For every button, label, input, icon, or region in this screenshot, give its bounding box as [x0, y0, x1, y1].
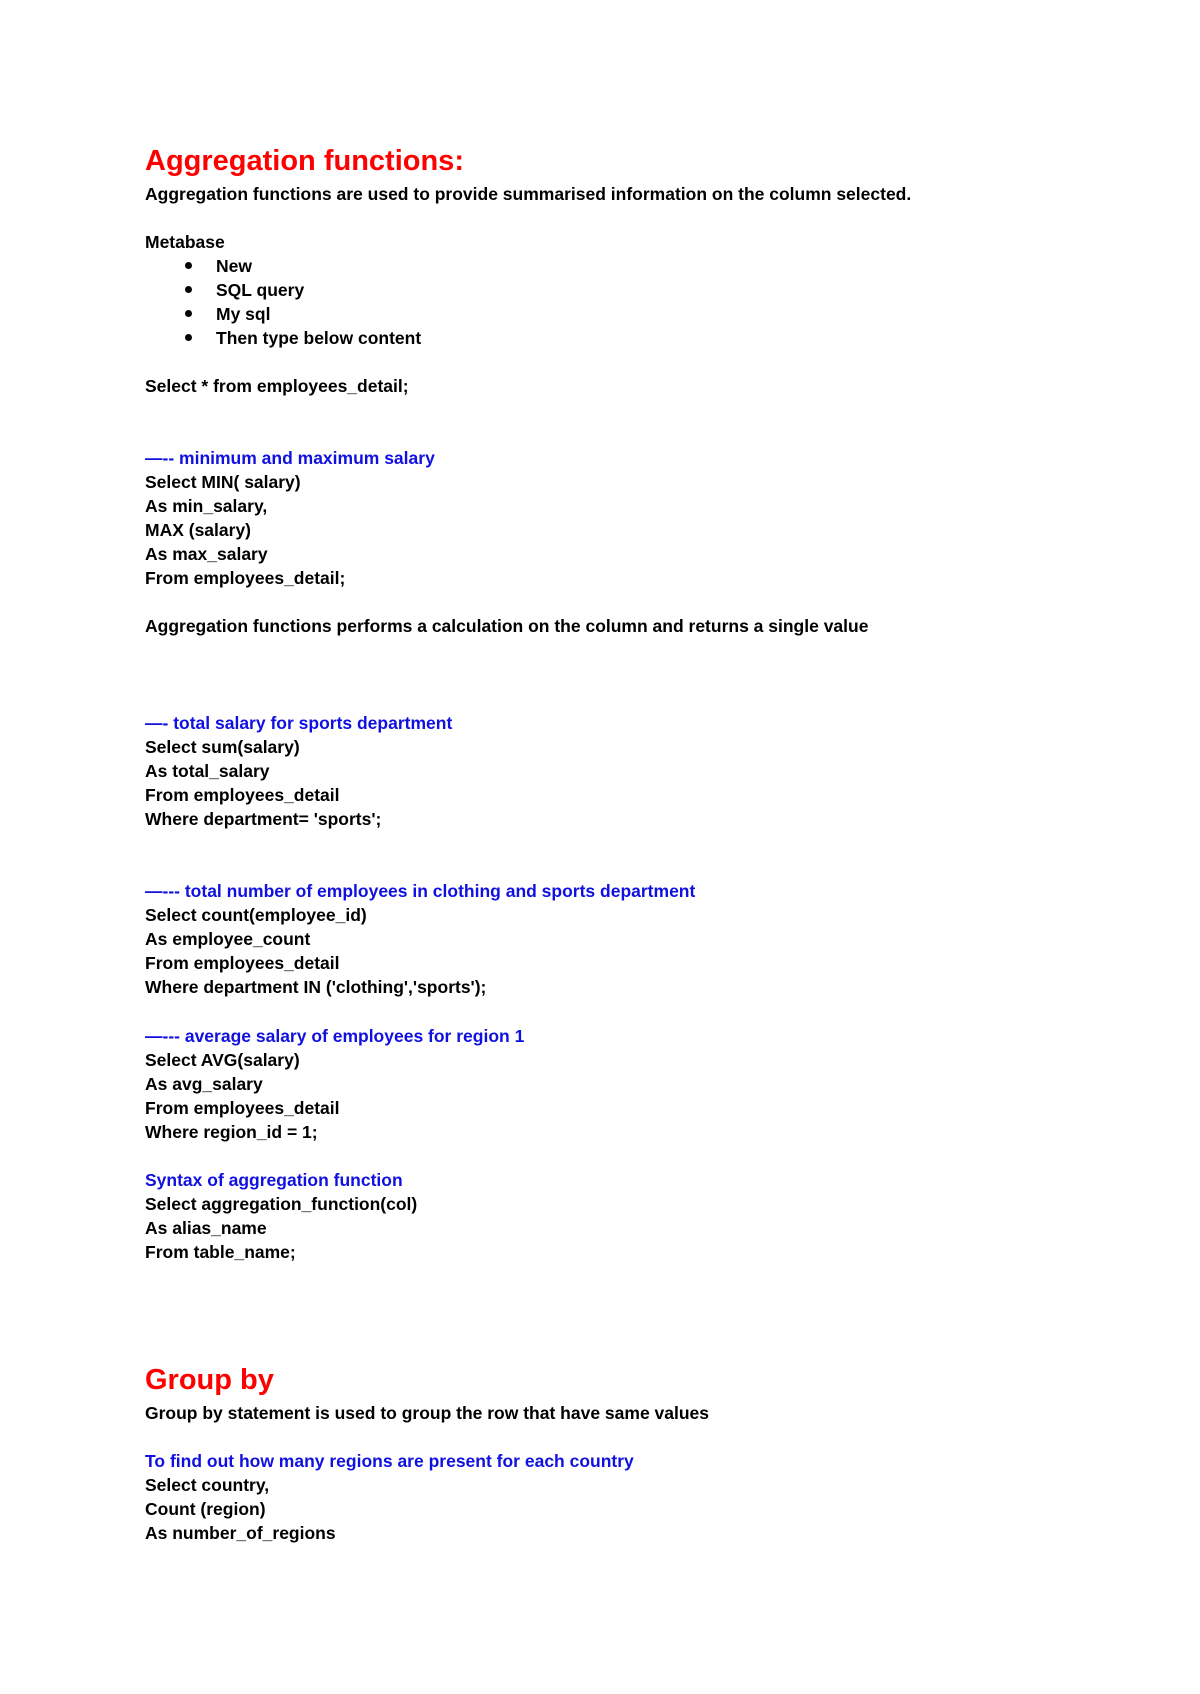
sql-comment: —-- minimum and maximum salary [145, 448, 435, 468]
bullet-icon [185, 286, 192, 293]
syntax-heading: Syntax of aggregation function [145, 1170, 403, 1190]
sql-comment: —- total salary for sports department [145, 713, 453, 733]
bullet-list-item: My sql [185, 303, 270, 325]
code-line: Select MIN( salary) [145, 472, 301, 492]
code-line: As avg_salary [145, 1074, 263, 1094]
group-by-heading: Group by [145, 1364, 274, 1396]
code-line: Select AVG(salary) [145, 1050, 300, 1070]
code-line: As number_of_regions [145, 1523, 336, 1543]
bullet-icon [185, 310, 192, 317]
code-line: As alias_name [145, 1218, 267, 1238]
code-line: From employees_detail [145, 1098, 340, 1118]
code-line: From employees_detail; [145, 568, 346, 588]
bullet-list-item: Then type below content [185, 327, 421, 349]
code-line: Select count(employee_id) [145, 905, 367, 925]
explanation-text: Aggregation functions performs a calculation on the column and returns a single value [145, 616, 869, 636]
code-line: Select country, [145, 1475, 270, 1495]
code-line: As min_salary, [145, 496, 268, 516]
code-line: From employees_detail [145, 953, 340, 973]
code-line: Select sum(salary) [145, 737, 300, 757]
aggregation-heading: Aggregation functions: [145, 145, 464, 177]
code-line: From employees_detail [145, 785, 340, 805]
group-by-intro: Group by statement is used to group the row that have same values [145, 1403, 710, 1423]
code-line: Count (region) [145, 1499, 266, 1519]
metabase-label: Metabase [145, 232, 225, 252]
code-line: As total_salary [145, 761, 270, 781]
bullet-icon [185, 262, 192, 269]
group-by-subheading: To find out how many regions are present for each country [145, 1451, 634, 1471]
bullet-list-item: SQL query [185, 279, 304, 301]
code-line: Where department IN ('clothing','sports'); [145, 977, 487, 997]
code-line: Where department= 'sports'; [145, 809, 382, 829]
bullet-list-item: New [185, 255, 252, 277]
code-line: Select aggregation_function(col) [145, 1194, 418, 1214]
code-line: MAX (salary) [145, 520, 252, 540]
aggregation-intro: Aggregation functions are used to provide summarised information on the column selected. [145, 184, 912, 204]
sql-comment: —--- total number of employees in clothing and sports department [145, 881, 696, 901]
code-line: From table_name; [145, 1242, 296, 1262]
code-line: As max_salary [145, 544, 268, 564]
sql-comment: —--- average salary of employees for region 1 [145, 1026, 525, 1046]
bullet-icon [185, 334, 192, 341]
code-line: As employee_count [145, 929, 311, 949]
code-line: Select * from employees_detail; [145, 376, 409, 396]
code-line: Where region_id = 1; [145, 1122, 318, 1142]
